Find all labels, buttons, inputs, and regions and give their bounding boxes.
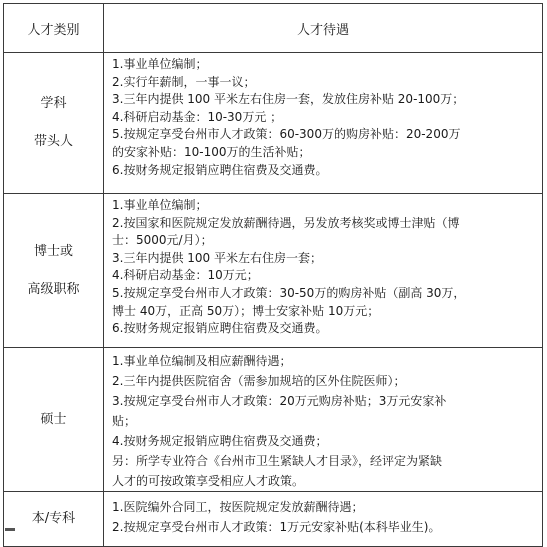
treatment-item: 的安家补贴：10-100万的生活补贴； [112,144,311,159]
page-edge-mark [5,528,15,531]
treatment-item: 4.按财务规定报销应聘住宿费及交通费； [112,434,328,448]
header-category: 人才类别 [4,4,104,53]
category-line: 带头人 [33,134,73,149]
table-row [4,194,543,348]
category-line: 学科 [40,96,67,111]
talent-benefits-table [3,3,543,547]
treatment-item: 3.三年内提供 100 平米左右住房一套； [112,250,322,265]
treatment-item: 1.事业单位编制； [112,57,208,71]
category-line: 博士或 [33,243,73,259]
treatment-item: 2.实行年薪制，一事一议； [112,74,256,89]
treatment-item: 2.按国家和医院规定发放薪酬待遇，另发放考核奖或博士津贴（博 [112,215,460,230]
treatment-cell [104,348,543,492]
category-line: 硕士 [40,411,67,427]
category-cell [4,194,104,348]
treatment-item: 6.按财务规定报销应聘住宿费及交通费。 [112,321,328,336]
treatment-cell [104,194,543,348]
treatment-item: 贴； [112,414,137,428]
treatment-item: 人才的可按政策享受相应人才政策。 [112,474,305,488]
treatment-item: 博士 40万，正高 50万）；博士安家补贴 10万元； [112,303,380,318]
category-cell [4,492,104,547]
treatment-item: 3.按规定享受台州市人才政策：20万元购房补贴；3万元安家补 [112,394,447,408]
header-treatment: 人才待遇 [104,4,543,53]
table-row [4,348,543,492]
treatment-item: 士：5000元/月）； [112,233,213,248]
treatment-cell [104,492,543,547]
treatment-item: 1.事业单位编制及相应薪酬待遇； [112,354,292,368]
treatment-item: 另：所学专业符合《台州市卫生紧缺人才目录》，经评定为紧缺 [112,454,443,468]
category-line: 高级职称 [27,281,80,297]
treatment-cell [104,53,543,194]
treatment-item: 6.按财务规定报销应聘住宿费及交通费。 [112,162,328,177]
treatment-item: 5.按规定享受台州市人才政策：60-300万的购房补贴：20-200万 [112,127,461,142]
category-cell [4,348,104,492]
table-header-row [4,4,543,53]
treatment-item: 1.医院编外合同工，按医院规定发放薪酬待遇； [112,500,364,514]
category-line: 本/专科 [31,511,76,526]
treatment-item: 3.三年内提供 100 平米左右住房一套，发放住房补贴 20-100万； [112,92,465,107]
treatment-item: 1.事业单位编制； [112,198,208,212]
table-row [4,492,543,547]
treatment-item: 4.科研启动基金：10万元； [112,268,259,283]
treatment-item: 5.按规定享受台州市人才政策：30-50万的购房补贴（副高 30万， [112,285,466,300]
treatment-item: 2.按规定享受台州市人才政策：1万元安家补贴(本科毕业生)。 [112,520,441,534]
treatment-item: 2.三年内提供医院宿舍（需参加规培的区外住院医师）； [112,374,406,388]
category-cell [4,53,104,194]
table-row [4,53,543,194]
treatment-item: 4.科研启动基金：10-30万元 ； [112,109,283,124]
